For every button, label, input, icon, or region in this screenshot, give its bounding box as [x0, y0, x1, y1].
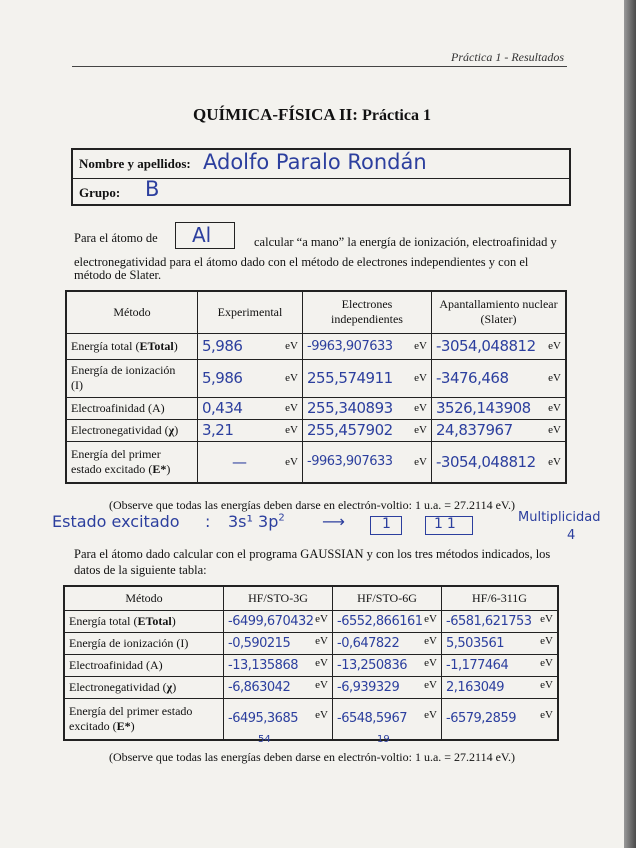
t1-cell[interactable]: -3054,048812 eV: [432, 333, 567, 359]
t2-row-label: Energía del primer estado excitado (E*): [64, 698, 224, 740]
table-row: [66, 441, 566, 483]
identity-box: [71, 148, 571, 206]
intro-line3: método de Slater.: [74, 268, 162, 282]
note-2: (Observe que todas las energías deben darse en electrón-voltio: 1 u.a. = 27.2114 eV.): [108, 750, 516, 764]
t2-cell[interactable]: -6552,866161 eV: [333, 610, 442, 632]
page-edge-shadow: [624, 0, 636, 848]
table-row: [66, 333, 566, 359]
t2-row-label: Energía de ionización (I): [64, 632, 224, 654]
multiplicity-value: 4: [567, 528, 576, 543]
t2-cell[interactable]: -1,177464 eV: [442, 654, 559, 676]
t1-row-label: Energía del primer estado excitado (E*): [66, 441, 198, 483]
t1-cell[interactable]: -3054,048812 eV: [432, 441, 567, 483]
t1-row-label: Electroafinidad (A): [66, 397, 198, 419]
t2-cell[interactable]: -6581,621753 eV: [442, 610, 559, 632]
t1-cell[interactable]: 5,986 eV: [198, 359, 303, 397]
t1-cell[interactable]: -9963,907633 eV: [303, 333, 432, 359]
page-header: Práctica 1 - Resultados: [451, 50, 564, 64]
t2-cell[interactable]: -6548,5967 eV 19: [333, 698, 442, 740]
t1-cell[interactable]: 255,457902 eV: [303, 419, 432, 441]
excited-state-config: 3s¹ $3p^2$: [228, 512, 285, 531]
table-row: [64, 654, 558, 676]
t2-cell[interactable]: -13,135868 eV: [224, 654, 333, 676]
group-value[interactable]: B: [145, 177, 160, 201]
name-row: [73, 150, 569, 176]
t2-header-method: Método: [64, 586, 224, 610]
multiplicity-label: Multiplicidad: [518, 510, 601, 525]
t2-row-label: Energía total (ETotal): [64, 610, 224, 632]
orbital-box-p: 11: [425, 516, 473, 535]
t1-cell[interactable]: 3526,143908 eV: [432, 397, 567, 419]
table-row: [64, 610, 558, 632]
t2-cell[interactable]: -6499,670432 eV: [224, 610, 333, 632]
atom-value: Al: [192, 223, 212, 247]
t2-cell[interactable]: -6495,3685 eV 54: [224, 698, 333, 740]
atom-box[interactable]: [175, 222, 235, 249]
table-row: [64, 698, 558, 740]
t1-cell[interactable]: 255,574911 eV: [303, 359, 432, 397]
t2-cell[interactable]: 2,163049 eV: [442, 676, 559, 698]
table-gaussian-methods: [63, 585, 559, 745]
excited-state-label: Estado excitado: [52, 512, 180, 531]
t2-header-6311g: HF/6-311G: [442, 586, 559, 610]
name-value[interactable]: Adolfo Paralo Rondán: [203, 150, 427, 174]
t1-header-experimental: Experimental: [198, 291, 303, 333]
name-label: Nombre y apellidos:: [79, 156, 191, 171]
t1-cell[interactable]: — eV: [198, 441, 303, 483]
t2-header-sto6g: HF/STO-6G: [333, 586, 442, 610]
t1-header-independent: Electrones independientes: [303, 291, 432, 333]
page-title: QUÍMICA-FÍSICA II: Práctica 1: [193, 105, 431, 124]
t2-header-sto3g: HF/STO-3G: [224, 586, 333, 610]
t1-cell[interactable]: 255,340893 eV: [303, 397, 432, 419]
table-row: [66, 419, 566, 441]
t1-cell[interactable]: 3,21 eV: [198, 419, 303, 441]
table-manual-methods: [65, 290, 567, 484]
t2-cell[interactable]: 5,503561 eV: [442, 632, 559, 654]
t1-row-label: Energía de ionización (I): [66, 359, 198, 397]
group-label: Grupo:: [79, 185, 121, 200]
table-row: [64, 632, 558, 654]
intro-line1: calcular “a mano” la energía de ionización, electroafinidad y: [254, 235, 557, 249]
t2-cell[interactable]: -6,939329 eV: [333, 676, 442, 698]
excited-state-colon: :: [205, 512, 211, 531]
t1-cell[interactable]: -9963,907633 eV: [303, 441, 432, 483]
t2-cell[interactable]: -6579,2859 eV: [442, 698, 559, 740]
header-rule: [72, 66, 567, 67]
table-row: [66, 359, 566, 397]
t2-cell[interactable]: -13,250836 eV: [333, 654, 442, 676]
t1-cell[interactable]: 5,986 eV: [198, 333, 303, 359]
t1-row-label: Energía total (ETotal): [66, 333, 198, 359]
t1-cell[interactable]: 0,434 eV: [198, 397, 303, 419]
gaussian-intro: Para el átomo dado calcular con el programa GAUSSIAN y con los tres métodos indicados, los datos de la siguiente tabla:: [74, 547, 551, 577]
t1-header-slater: Apantallamiento nuclear (Slater): [432, 291, 567, 333]
excited-state-arrow: ⟶: [322, 512, 345, 531]
t2-cell[interactable]: -0,647822 eV: [333, 632, 442, 654]
group-row: [73, 178, 569, 205]
intro-prefix: Para el átomo de: [74, 231, 158, 245]
t2-cell[interactable]: -0,590215 eV: [224, 632, 333, 654]
orbital-box-s: 1: [370, 516, 402, 535]
t1-cell[interactable]: -3476,468 eV: [432, 359, 567, 397]
table-row: [66, 397, 566, 419]
t1-cell[interactable]: 24,837967 eV: [432, 419, 567, 441]
t2-cell[interactable]: -6,863042 eV: [224, 676, 333, 698]
t1-row-label: Electronegatividad (χ): [66, 419, 198, 441]
note-1: (Observe que todas las energías deben darse en electrón-voltio: 1 u.a. = 27.2114 eV.): [108, 498, 516, 512]
t2-row-label: Electroafinidad (A): [64, 654, 224, 676]
t1-header-method: Método: [66, 291, 198, 333]
intro-line2: electronegatividad para el átomo dado con el método de electrones independientes y con el: [74, 255, 529, 269]
table-row: [64, 676, 558, 698]
t2-row-label: Electronegatividad (χ): [64, 676, 224, 698]
